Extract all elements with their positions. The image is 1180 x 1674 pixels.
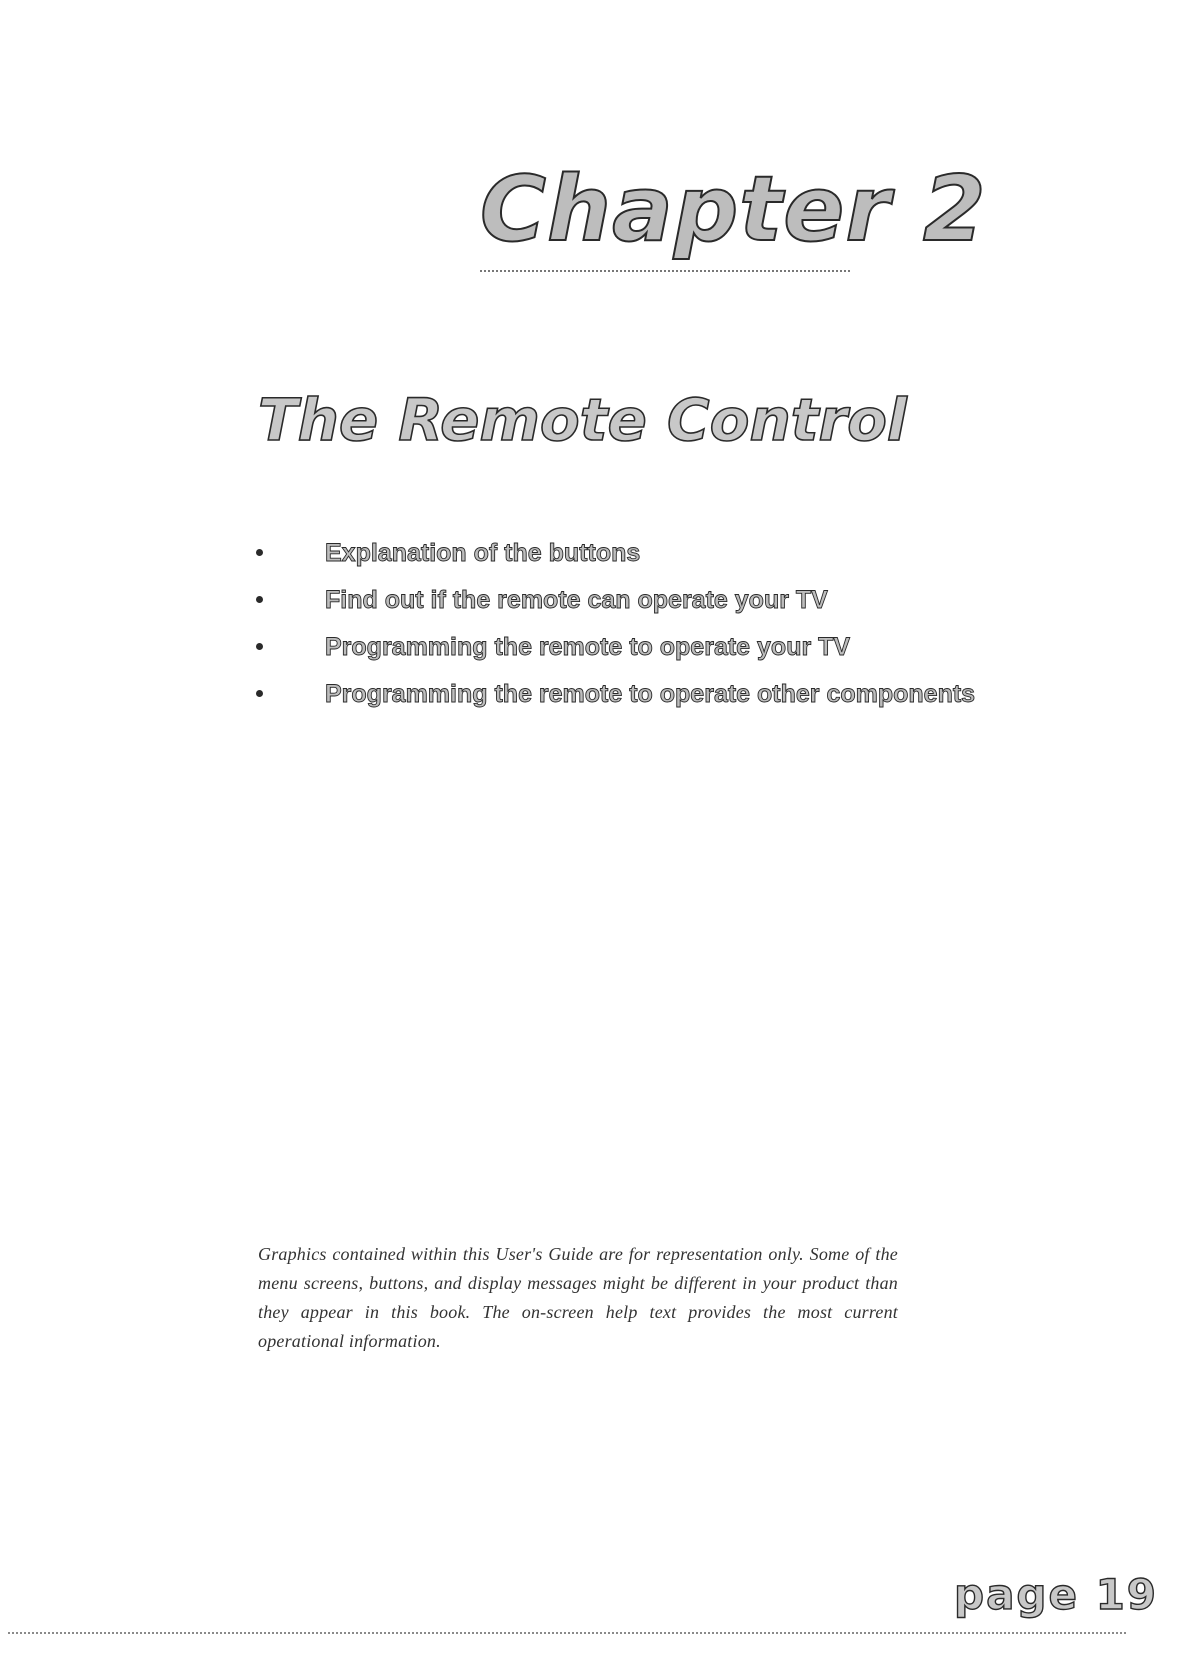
- chapter-heading: [480, 157, 987, 280]
- topic-text: Explanation of the buttons: [325, 539, 641, 567]
- section-title: The Remote Control: [258, 386, 907, 454]
- page-number: page 19: [954, 1570, 1159, 1619]
- footer-divider: [8, 1632, 1126, 1634]
- topic-text: Find out if the remote can operate your TV: [325, 586, 828, 614]
- disclaimer-text: Graphics contained within this User's Guide are for representation only. Some of the menu screens, buttons, and display messages might be different in your product than they appear in this book. The on-screen help text provides the most current operational information.: [258, 1244, 898, 1351]
- chapter-underline: [480, 270, 850, 272]
- topic-text: Programming the remote to operate other components: [325, 680, 976, 708]
- topic-text: Programming the remote to operate your TV: [325, 633, 851, 661]
- bullet-icon: [256, 643, 263, 650]
- bullet-icon: [256, 690, 263, 697]
- chapter-title: Chapter 2: [480, 157, 987, 262]
- bullet-icon: [256, 596, 263, 603]
- bullet-icon: [256, 549, 263, 556]
